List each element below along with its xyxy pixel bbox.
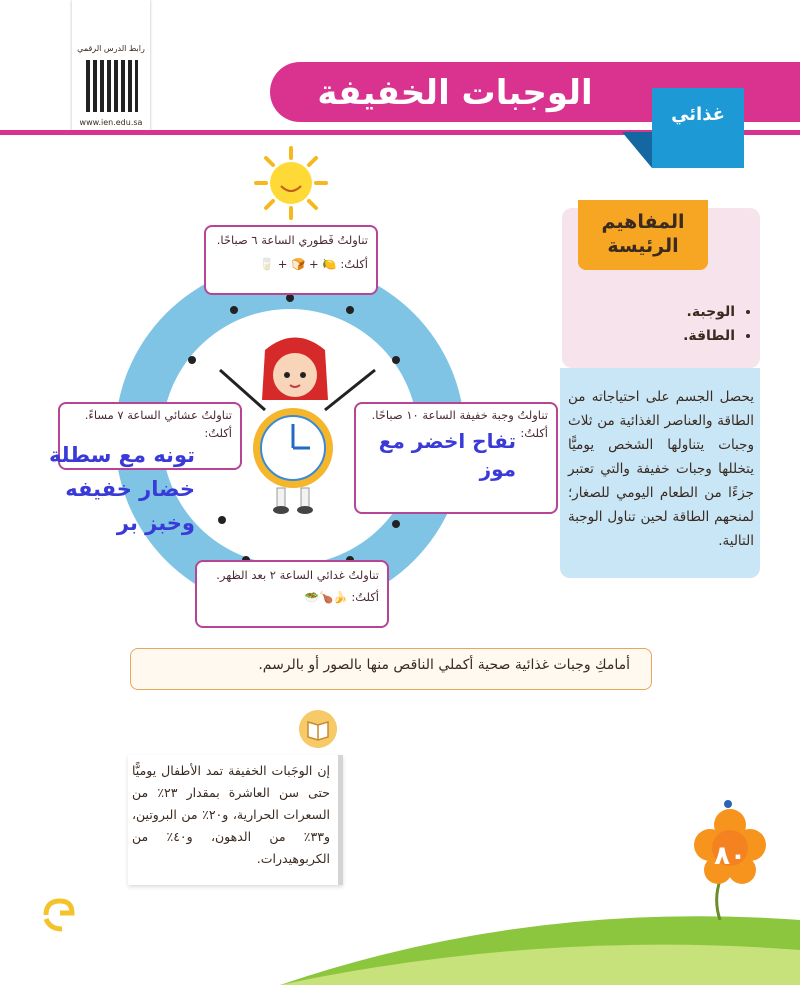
clock-dot — [230, 306, 238, 314]
page-title: الوجبات الخفيفة — [317, 73, 593, 113]
qr-code-icon[interactable] — [86, 60, 138, 112]
clock-dot — [188, 356, 196, 364]
concepts-title — [578, 210, 708, 258]
morning-snack-answer[interactable]: تفاح اخضر مع موز — [378, 429, 516, 481]
unit-tab-fold — [622, 132, 652, 168]
publisher-logo-icon — [40, 895, 76, 935]
unit-label: غذائي — [671, 104, 725, 125]
clock-dot — [346, 306, 354, 314]
clock-dot — [392, 356, 400, 364]
dinner-answer[interactable] — [45, 438, 195, 540]
unit-tab — [652, 88, 744, 168]
concepts-title-line1: المفاهيم — [601, 211, 685, 233]
qr-panel — [72, 0, 150, 132]
dinner-answer-line: وخبز بر — [116, 511, 195, 535]
lunch-ate-label: أكلتُ: — [351, 590, 379, 604]
dinner-text: تناولتُ عشائي الساعة ٧ مساءً. — [84, 408, 232, 422]
qr-url[interactable]: www.ien.edu.sa — [79, 118, 143, 127]
clock-dot — [218, 516, 226, 524]
morning-snack-ate-label: أكلتُ: — [520, 426, 548, 440]
milk-icon: 🥛 — [259, 257, 275, 271]
clock-dot — [286, 294, 294, 302]
concepts-title-line2: الرئيسة — [607, 235, 679, 257]
sun-icon — [254, 146, 328, 220]
bread-icon: 🍞 — [291, 257, 306, 271]
qr-label: رابط الدرس الرقمي — [77, 44, 145, 53]
fact-text: إن الوجَبات الخفيفة تمد الأطفال يوميًّا حتى سن العاشرة بمقدار ٢٣٪ من السعرات الحرارية، و٢٠٪ من البروتين، و٣٣٪ من الدهون، و٤٠٪ من الكربوهيدرات. — [132, 763, 330, 866]
clock-dot — [392, 520, 400, 528]
info-text: يحصل الجسم على احتياجاته من الطاقة والعناصر الغذائية من ثلاث وجبات يتناولها الشخص يوميًّا يتخللها وجبات خفيفة والتي تعتبر جزءًا من الطعام اليومي للصغار؛ لمنحهم الطاقة لحين تناول الوجبة التالية. — [568, 389, 754, 549]
breakfast-ate-label: أكلتُ: — [340, 257, 368, 271]
dinner-answer-line: تونه مع سطلة — [48, 443, 195, 467]
concepts-list — [580, 300, 753, 348]
lunch-box — [195, 560, 389, 628]
book-icon — [299, 710, 337, 748]
fruit-icon: 🍋 — [322, 257, 337, 271]
concept-item: • الوجبة. — [580, 300, 735, 324]
breakfast-text: تناولتُ فَطوري الساعة ٦ صباحًا. — [216, 233, 368, 247]
dinner-ate-label: أكلتُ: — [204, 426, 232, 440]
lunch-food-icon: 🍌🍗🥗 — [304, 590, 348, 604]
page-number: ٨٠ — [714, 841, 746, 871]
concept-item: • الطاقة. — [580, 324, 735, 348]
lunch-text: تناولتُ غدائي الساعة ٢ بعد الظهر. — [216, 568, 379, 582]
instruction-text: أمامكِ وجبات غذائية صحية أكملي الناقص منها بالصور أو بالرسم. — [258, 657, 630, 673]
breakfast-box: تناولتُ فَطوري الساعة ٦ صباحًا. أكلتُ: 🍋 + 🍞 + 🥛 — [204, 225, 378, 295]
dinner-answer-line: خضار خفيفه — [65, 477, 195, 501]
morning-snack-text: تناولتُ وجبة خفيفة الساعة ١٠ صباحًا. — [371, 408, 548, 422]
